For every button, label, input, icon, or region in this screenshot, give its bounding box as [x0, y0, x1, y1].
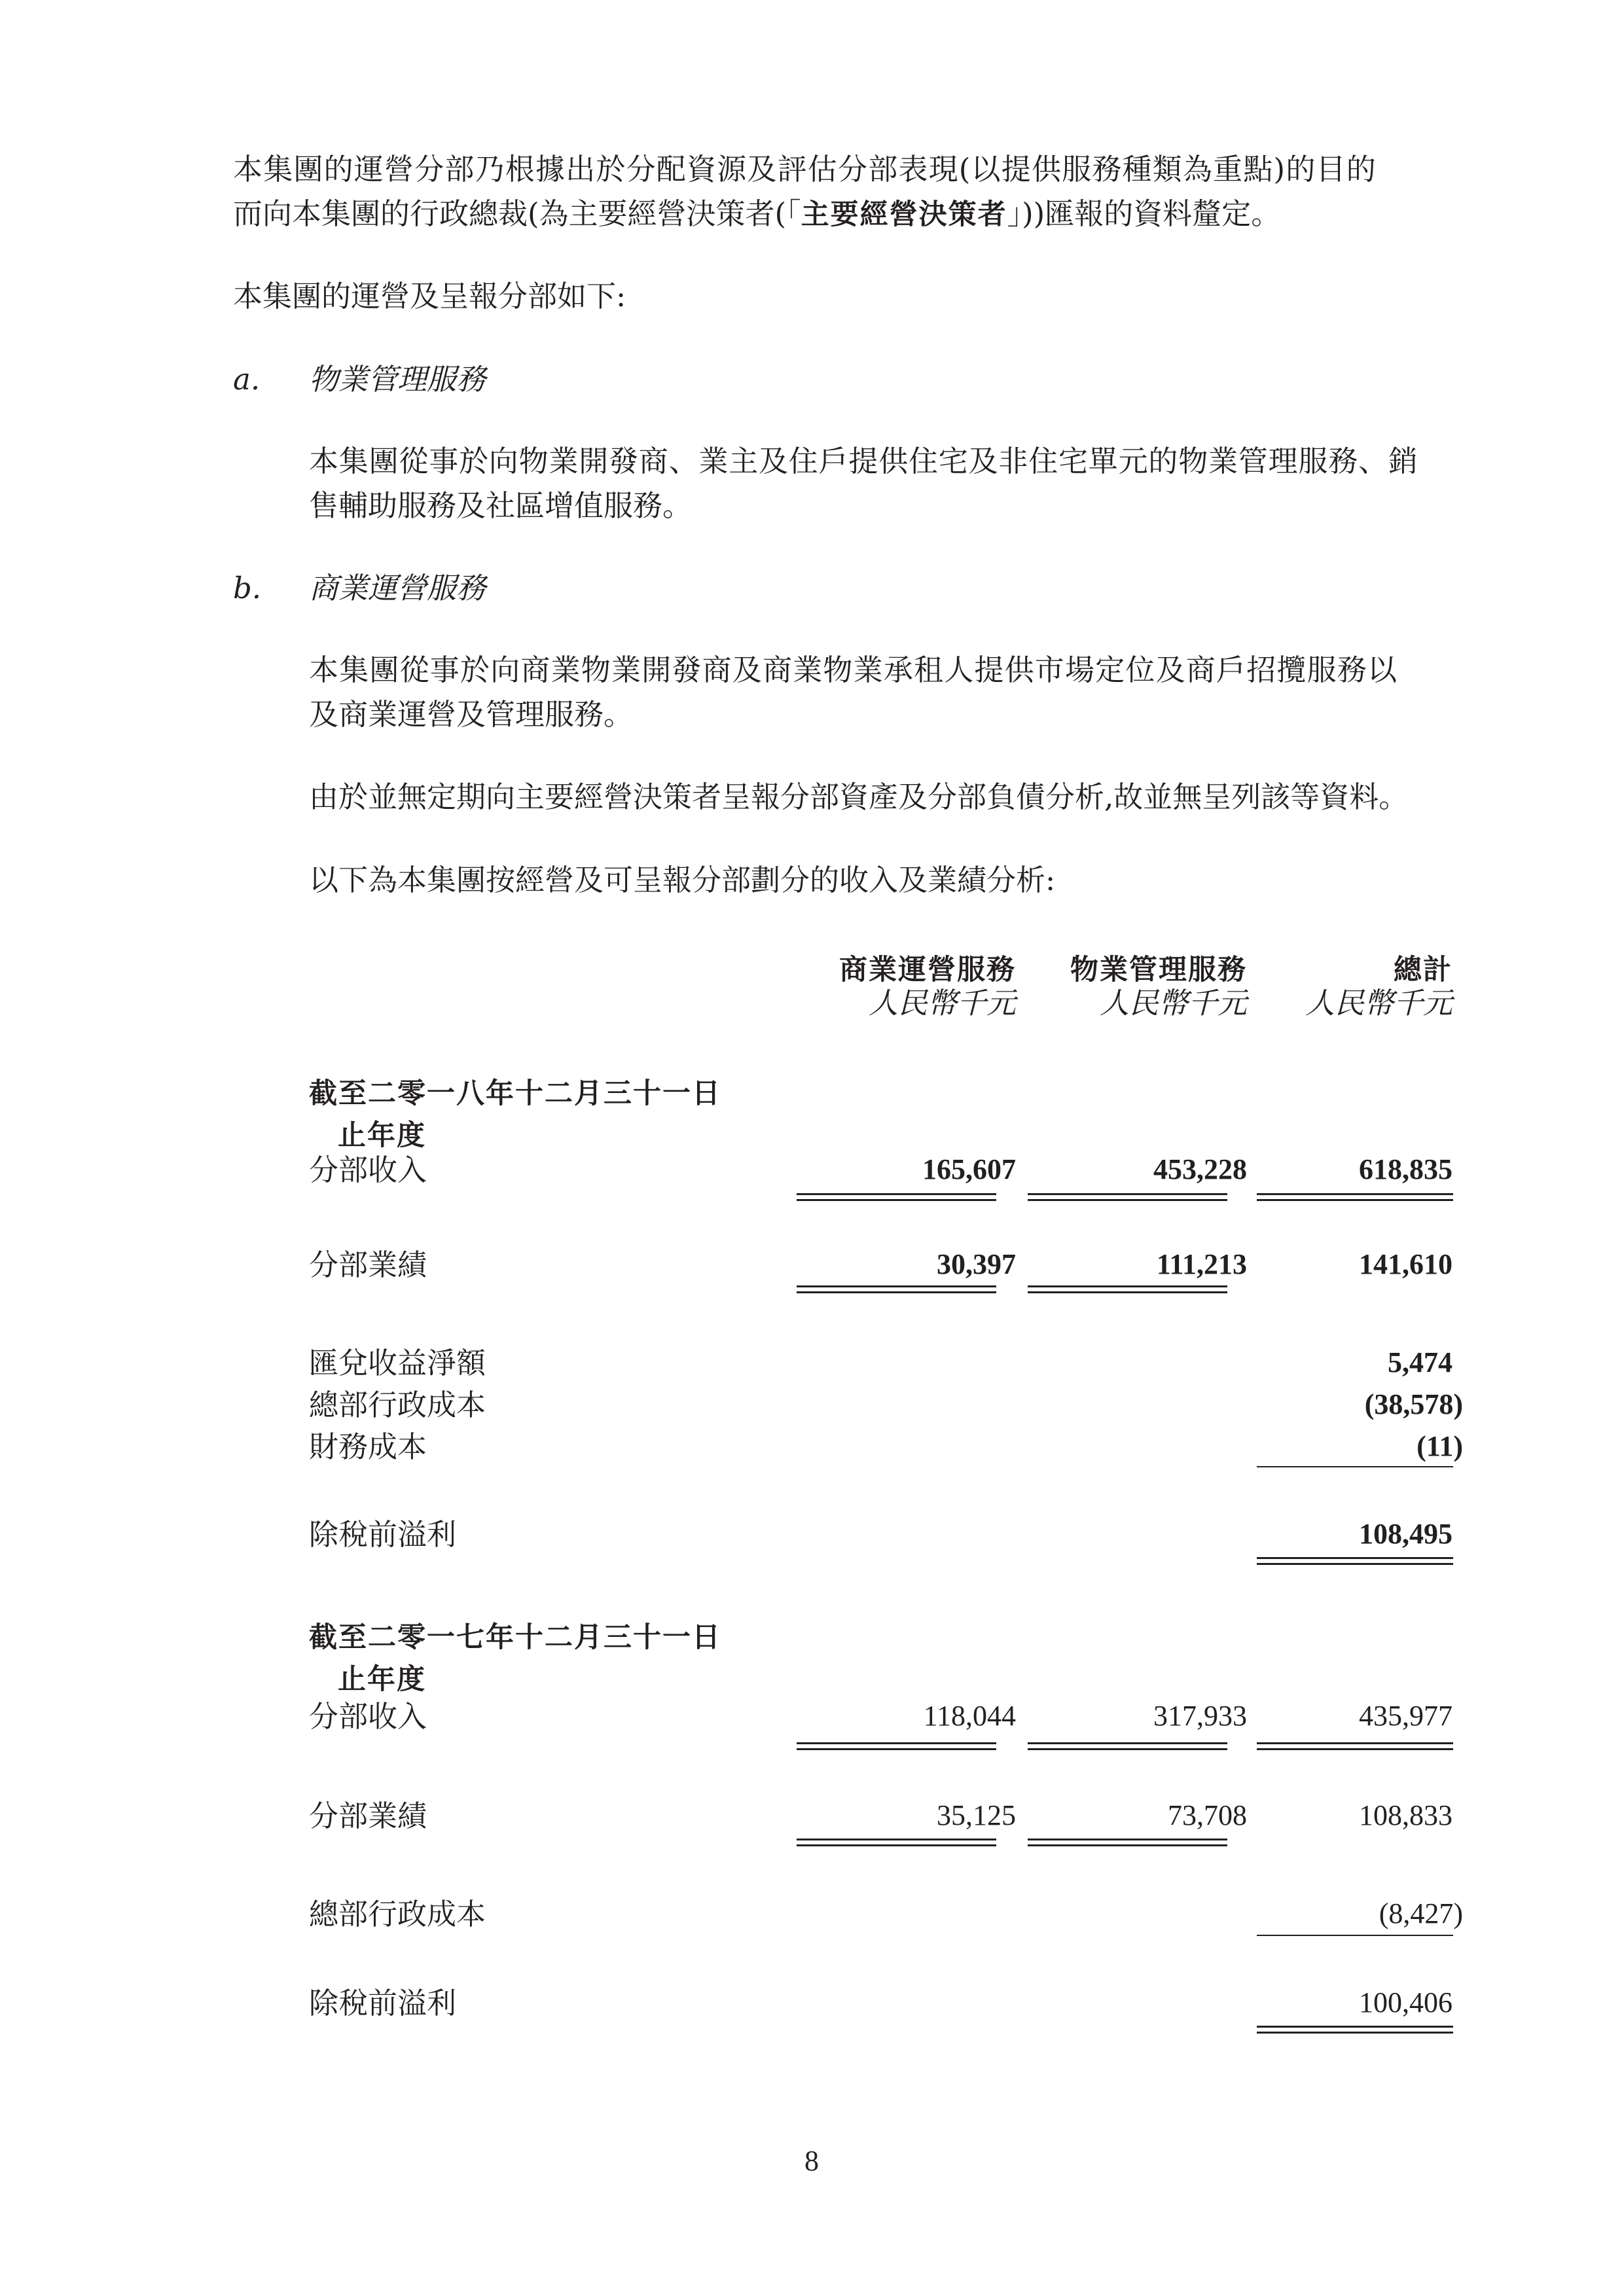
period-2017-line-1: 截至二零一七年十二月三十一日: [309, 1621, 721, 1654]
segments-intro: 本集團的運營及呈報分部如下:: [233, 279, 626, 314]
rule: [1028, 1199, 1227, 1201]
fx-gain-2018-total: 5,474: [1388, 1346, 1453, 1378]
finance-cost-2018-total: (11): [1416, 1430, 1463, 1462]
rule: [1028, 1285, 1227, 1287]
segment-a-desc-line-1: 本集團從事於向物業開發商、業主及住戶提供住宅及非住宅單元的物業管理服務、銷: [309, 444, 1418, 478]
fx-gain-2018-label: 匯兌收益淨額: [309, 1346, 486, 1380]
results-2018-label: 分部業績: [309, 1247, 427, 1282]
rule: [1028, 1844, 1227, 1846]
rule: [1257, 1466, 1453, 1467]
page-number: 8: [804, 2145, 819, 2177]
results-2017-commercial: 35,125: [937, 1799, 1016, 1831]
header-commercial: 商業運營服務: [839, 954, 1016, 986]
rule: [797, 1193, 996, 1195]
rule: [1257, 1742, 1453, 1744]
unit-property: 人民幣千元: [1099, 986, 1247, 1020]
rule: [797, 1285, 996, 1287]
finance-cost-2018-label: 財務成本: [309, 1429, 427, 1464]
rule: [797, 1748, 996, 1750]
header-property: 物業管理服務: [1070, 954, 1247, 986]
segment-a-marker: a.: [233, 362, 261, 397]
rule: [1028, 1291, 1227, 1293]
segment-b-desc-line-2: 及商業運營及管理服務。: [309, 697, 634, 732]
intro-line-2-pre: 而向本集團的行政總裁(為主要經營決策者(「: [233, 196, 801, 231]
rule: [797, 1839, 996, 1840]
rule: [1257, 2032, 1453, 2034]
segment-b-marker: b.: [233, 571, 262, 605]
revenue-2017-commercial: 118,044: [923, 1700, 1016, 1732]
rule: [1257, 1563, 1453, 1565]
rule: [797, 1291, 996, 1293]
revenue-2018-commercial: 165,607: [922, 1153, 1016, 1185]
unit-total: 人民幣千元: [1305, 986, 1453, 1020]
revenue-2017-total: 435,977: [1359, 1700, 1453, 1732]
rule: [1257, 1935, 1453, 1936]
segment-a-title: 物業管理服務: [309, 362, 486, 397]
pbt-2017-label: 除稅前溢利: [309, 1986, 457, 2020]
segment-b-desc-line-1: 本集團從事於向商業物業開發商及商業物業承租人提供市場定位及商戶招攬服務以: [309, 653, 1398, 687]
intro-line-1: 本集團的運營分部乃根據出於分配資源及評估分部表現(以提供服務種類為重點)的目的: [233, 152, 1377, 187]
revenue-2017-label: 分部收入: [309, 1699, 427, 1734]
rule: [797, 1742, 996, 1744]
results-2018-property: 111,213: [1156, 1248, 1247, 1280]
results-2018-commercial: 30,397: [937, 1248, 1016, 1280]
rule: [797, 1844, 996, 1846]
revenue-2018-property: 453,228: [1153, 1153, 1247, 1185]
results-2017-label: 分部業績: [309, 1799, 427, 1833]
period-2018-line-2: 止年度: [338, 1119, 426, 1152]
admin-cost-2017-label: 總部行政成本: [309, 1897, 486, 1931]
unit-commercial: 人民幣千元: [868, 986, 1016, 1020]
revenue-2018-label: 分部收入: [309, 1153, 427, 1187]
intro-line-2: [233, 196, 1281, 231]
results-2017-total: 108,833: [1359, 1799, 1453, 1831]
pbt-2018-total: 108,495: [1359, 1518, 1453, 1550]
period-2017-line-2: 止年度: [338, 1663, 426, 1696]
admin-cost-2018-label: 總部行政成本: [309, 1388, 486, 1422]
revenue-2018-total: 618,835: [1359, 1153, 1453, 1185]
no-assets-note: 由於並無定期向主要經營決策者呈報分部資產及分部負債分析,故並無呈列該等資料。: [309, 780, 1409, 814]
admin-cost-2018-total: (38,578): [1364, 1388, 1463, 1420]
rule: [1028, 1742, 1227, 1744]
admin-cost-2017-total: (8,427): [1379, 1897, 1463, 1929]
rule: [797, 1199, 996, 1201]
rule: [1257, 1557, 1453, 1559]
revenue-2017-property: 317,933: [1153, 1700, 1247, 1732]
header-total: 總計: [1394, 954, 1453, 986]
segment-b-title: 商業運營服務: [309, 571, 486, 605]
pbt-2018-label: 除稅前溢利: [309, 1517, 457, 1552]
pbt-2017-total: 100,406: [1359, 1986, 1453, 2018]
segment-a-desc-line-2: 售輔助服務及社區增值服務。: [309, 488, 693, 523]
rule: [1257, 1193, 1453, 1195]
rule: [1257, 1748, 1453, 1750]
intro-line-2-post: 」))匯報的資料釐定。: [1007, 196, 1281, 231]
results-2018-total: 141,610: [1359, 1248, 1453, 1280]
rule: [1257, 2026, 1453, 2028]
rule: [1028, 1748, 1227, 1750]
rule: [1028, 1839, 1227, 1840]
rule: [1257, 1199, 1453, 1201]
rule: [1028, 1193, 1227, 1195]
results-2017-property: 73,708: [1168, 1799, 1247, 1831]
period-2018-line-1: 截至二零一八年十二月三十一日: [309, 1077, 721, 1110]
cdm-term: 主要經營決策者: [801, 198, 1007, 231]
table-intro: 以下為本集團按經營及可呈報分部劃分的收入及業績分析:: [309, 863, 1056, 897]
